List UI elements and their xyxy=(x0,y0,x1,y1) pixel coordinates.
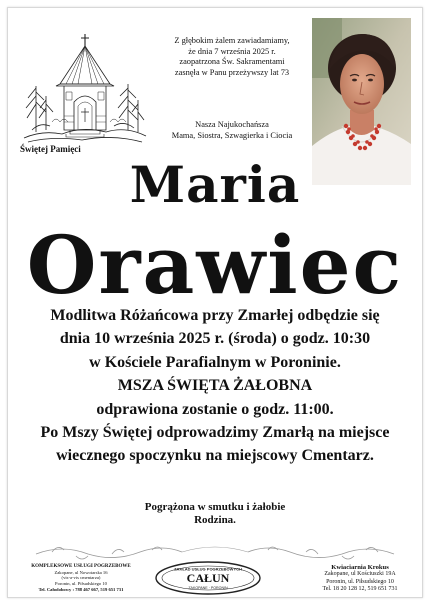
logo-bottom-text: ZAKOPANE · PORONIN xyxy=(188,586,228,590)
ceremony-details xyxy=(8,304,422,468)
deceased-last-name: Orawiec xyxy=(26,218,404,312)
family-relation-text xyxy=(154,120,310,141)
family-line: Mama, Siostra, Szwagierka i Ciocia xyxy=(171,130,293,140)
calun-logo xyxy=(154,560,262,596)
announcement-line: Z głębokim żalem zawiadamiamy, xyxy=(174,36,290,45)
ceremony-line: Po Mszy Świętej odprowadzimy Zmarłą na miejsce xyxy=(40,424,390,442)
ceremony-line: wiecznego spoczynku na miejscowy Cmentarz. xyxy=(56,447,374,465)
family-line: Nasza Najukochańsza xyxy=(195,120,269,129)
logo-top-text: ZAKŁAD USŁUG POGRZEBOWYCH xyxy=(174,566,242,572)
chapel-illustration xyxy=(22,26,148,146)
ad-phone: Tel. Całodobowy : 788 467 667, 519 651 731 xyxy=(38,586,124,592)
ceremony-line: odprawiona zostanie o godz. 11:00. xyxy=(96,400,334,418)
family-signature xyxy=(8,501,422,527)
logo-name: CAŁUN xyxy=(186,571,230,585)
signature-line: Rodzina. xyxy=(194,514,236,526)
ad-phone: Tel. 18 20 128 12, 519 651 731 xyxy=(322,585,398,592)
ad-address-line: Poronin, ul. Piłsudskiego 10 xyxy=(55,581,107,587)
funeral-service-ad xyxy=(22,564,140,593)
ceremony-line: dnia 10 września 2025 r. (środa) o godz. 10:30 xyxy=(59,330,371,348)
ad-title: KOMPLEKSOWE USŁUGI POGRZEBOWE xyxy=(31,564,131,569)
obituary-notice xyxy=(7,7,423,598)
ad-address-line: Poronin, ul. Piłsudskiego 10 xyxy=(326,578,394,585)
ceremony-line: MSZA ŚWIĘTA ŻAŁOBNA xyxy=(117,377,313,395)
ad-address-line: Zakopane, ul Kościuszki 19A xyxy=(324,571,396,578)
ad-address-line: (vis-a-vis cmentarza) xyxy=(61,575,101,581)
announcement-line: zaopatrzona Św. Sakramentami xyxy=(179,57,285,66)
deceased-first-name: Maria xyxy=(129,155,301,214)
ceremony-line: Modlitwa Różańcowa przy Zmarłej odbędzie się xyxy=(50,307,380,324)
announcement-line: zasnęła w Panu przeżywszy lat 73 xyxy=(174,67,290,77)
ad-address-line: Zakopane, ul Nowotarska 16 xyxy=(54,569,108,575)
floral-ornament xyxy=(32,542,398,562)
announcement-line: że dnia 7 września 2025 r. xyxy=(188,46,276,56)
in-memoriam-label: Świętej Pamięci xyxy=(20,144,81,154)
mourning-line: Pogrążona w smutku i żałobie xyxy=(144,501,286,513)
ceremony-line: w Kościele Parafialnym w Poroninie. xyxy=(89,353,341,371)
florist-ad xyxy=(304,564,416,593)
announcement-text xyxy=(154,36,310,78)
ad-title: Kwiaciarnia Krokus xyxy=(331,564,389,571)
